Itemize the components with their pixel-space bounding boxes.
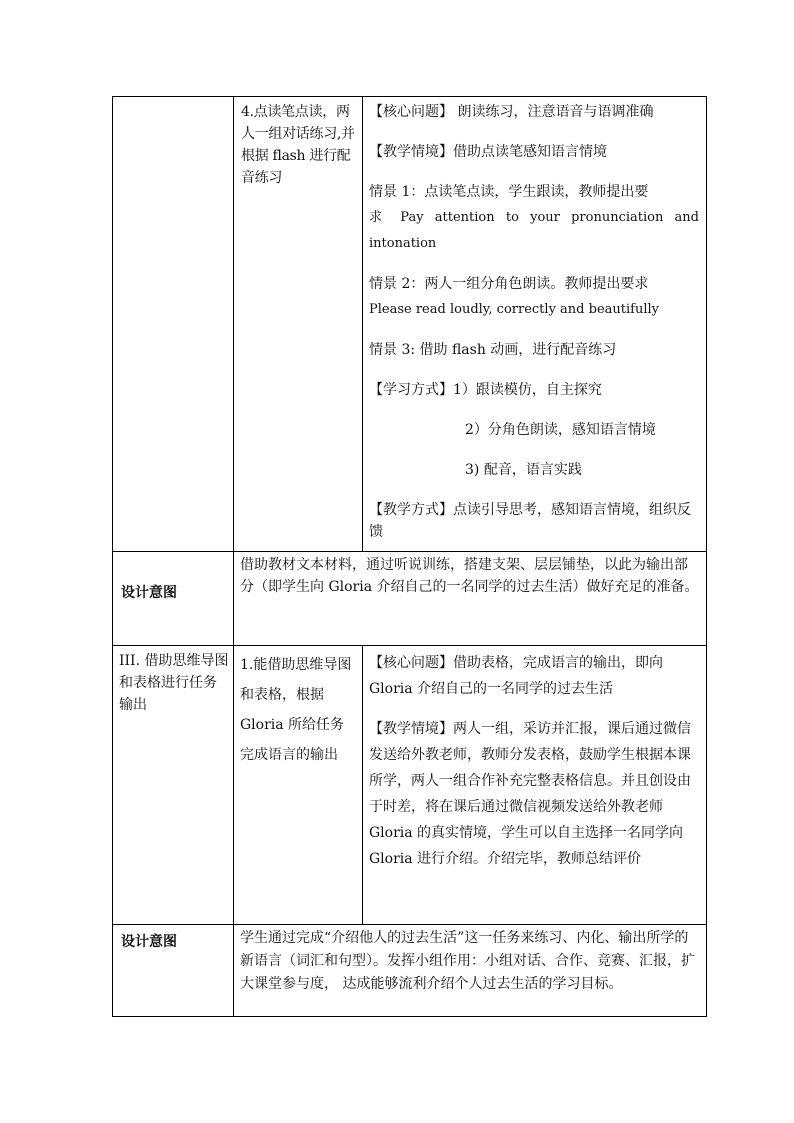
- core-question-text: 借助表格，完成语言的输出，即向 Gloria 介绍自己的一名同学的过去生活: [369, 655, 663, 697]
- scene1-line3: intonation: [369, 236, 437, 251]
- content-cell: [363, 97, 707, 552]
- scene3-line: 情景 3: 借助 flash 动画，进行配音练习: [369, 342, 617, 358]
- core-question-tag: 【核心问题】: [369, 655, 453, 671]
- table-row: [113, 552, 707, 646]
- table-row: [113, 646, 707, 925]
- scene1-line2: 求 Pay attention to your pronunciation and: [369, 210, 699, 225]
- empty-cell: [113, 97, 234, 552]
- scene1-line1: 情景 1：点读笔点读，学生跟读，教师提出要: [369, 184, 649, 200]
- teach-method-text: 点读引导思考，感知语言情境，组织反馈: [369, 502, 691, 540]
- lesson-plan-table: [112, 96, 707, 1017]
- teach-method-tag: 【教学方式】: [369, 502, 453, 518]
- table-row: [113, 97, 707, 552]
- design-intent-label: 设计意图: [113, 552, 234, 646]
- learn-method-1: 1）跟读模仿，自主探究: [453, 382, 602, 398]
- learn-method-tag: 【学习方式】: [369, 382, 453, 398]
- situation-tag: 【教学情境】: [369, 721, 453, 737]
- situation-text: 借助点读笔感知语言情境: [453, 144, 607, 160]
- core-question-tag: 【核心问题】: [369, 104, 453, 120]
- scene2-line2: Please read loudly, correctly and beautifully: [369, 302, 659, 317]
- learn-method-2: 2）分角色朗读，感知语言情境: [465, 422, 656, 438]
- step-text: 4.点读笔点读，两人一组对话练习,并根据 flash 进行配音练习: [241, 104, 355, 186]
- core-question-text: 朗读练习，注意语音与语调准确: [453, 104, 654, 120]
- content-cell: [363, 646, 707, 925]
- design-intent-text: 借助教材文本材料，通过听说训练，搭建支架、层层铺垫，以此为输出部分（即学生向 Gloria 介绍自己的一名同学的过去生活）做好充足的准备。: [234, 552, 707, 646]
- step-text: 1.能借助思维导图和表格，根据 Gloria 所给任务完成语言的输出: [234, 646, 363, 925]
- table-row: [113, 925, 707, 1017]
- learn-method-3: 3) 配音，语言实践: [465, 462, 582, 478]
- design-intent-label: 设计意图: [113, 925, 234, 1017]
- situation-tag: 【教学情境】: [369, 144, 453, 160]
- design-intent-text: 学生通过完成“介绍他人的过去生活”这一任务来练习、内化、输出所学的新语言（词汇和句型）。发挥小组作用：小组对话、合作、竞赛、汇报，扩大课堂参与度， 达成能够流利介绍个人过去生活的学习目标。: [234, 925, 707, 1017]
- step-cell: [234, 97, 363, 552]
- scene2-line1: 情景 2：两人一组分角色朗读。教师提出要求: [369, 276, 649, 292]
- situation-text: 两人一组，采访并汇报，课后通过微信发送给外教老师，教师分发表格，鼓励学生根据本课所学，两人一组合作补充完整表格信息。并且创设由于时差，将在课后通过微信视频发送给外教老师 Gloria 的真实情境，学生可以自主选择一名同学向 Gloria 进行介绍。介绍完毕，教师总结评价: [369, 721, 691, 867]
- section-title: III. 借助思维导图和表格进行任务输出: [113, 646, 234, 925]
